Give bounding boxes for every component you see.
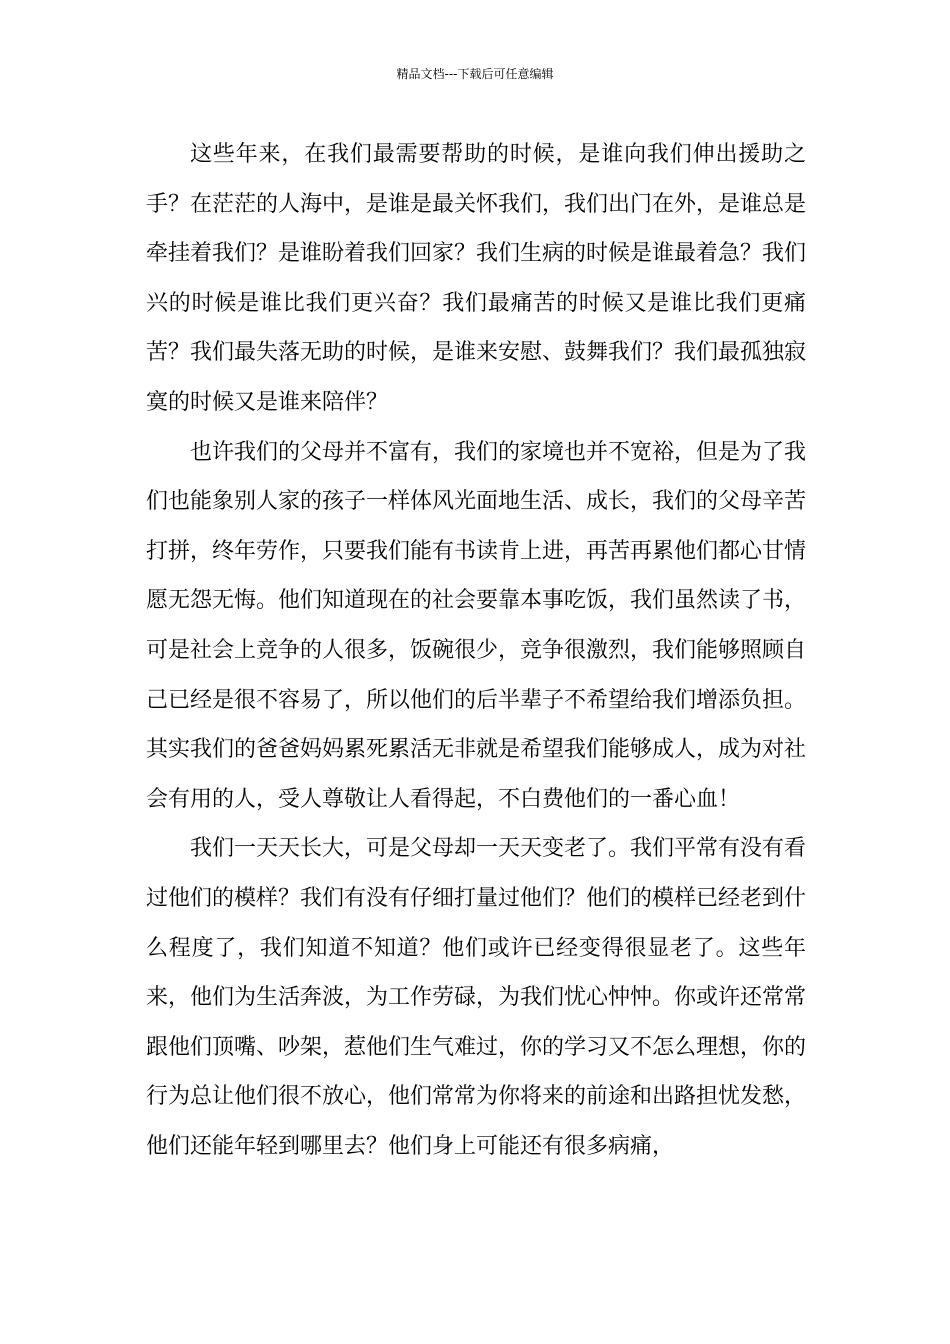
- document-body: [146, 130, 806, 1171]
- paragraph-1: 这些年来，在我们最需要帮助的时候，是谁向我们伸出援助之手？在茫茫的人海中，是谁是最关怀我们，我们出门在外，是谁总是牵挂着我们？是谁盼着我们回家？我们生病的时候是谁最着急？我们兴的时候是谁比我们更兴奋？我们最痛苦的时候又是谁比我们更痛苦？我们最失落无助的时候，是谁来安慰、鼓舞我们？我们最孤独寂寞的时候又是谁来陪伴？: [146, 142, 807, 415]
- paragraph-2: 也许我们的父母并不富有，我们的家境也并不宽裕，但是为了我们也能象别人家的孩子一样体风光面地生活、成长，我们的父母辛苦打拼，终年劳作，只要我们能有书读肯上进，再苦再累他们都心甘情愿无怨无悔。他们知道现在的社会要靠本事吃饭，我们虽然读了书，可是社会上竞争的人很多，饭碗很少，竞争很激烈，我们能够照顾自己已经是很不容易了，所以他们的后半辈子不希望给我们增添负担。其实我们的爸爸妈妈累死累活无非就是希望我们能够成人，成为对社会有用的人，受人尊敬让人看得起，不白费他们的一番心血！: [146, 439, 807, 812]
- paragraph-3: 我们一天天长大，可是父母却一天天变老了。我们平常有没有看过他们的模样？我们有没有仔细打量过他们？他们的模样已经老到什么程度了，我们知道不知道？他们或许已经变得很显老了。这些年来，他们为生活奔波，为工作劳碌，为我们忧心忡忡。你或许还常常跟他们顶嘴、吵架，惹他们生气难过，你的学习又不怎么理想，你的行为总让他们很不放心，他们常常为你将来的前途和出路担忧发愁，他们还能年轻到哪里去？他们身上可能还有很多病痛，: [146, 836, 807, 1159]
- page-header: 精品文档---下载后可任意编辑: [396, 67, 554, 81]
